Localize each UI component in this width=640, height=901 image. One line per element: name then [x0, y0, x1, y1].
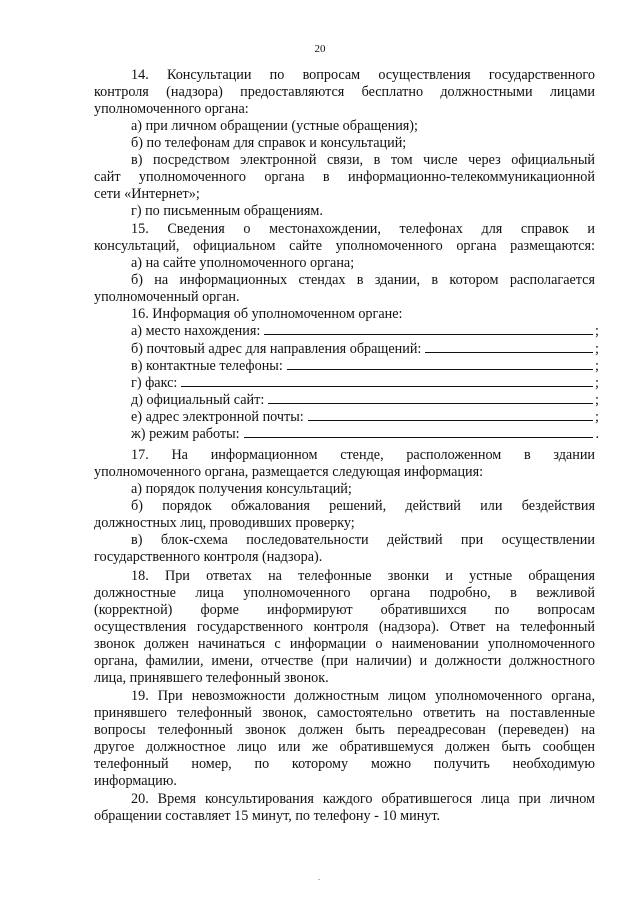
text-line: 18. При ответах на телефонные звонки и устные обращения: [131, 568, 595, 584]
field-label: а) место нахождения:: [131, 323, 261, 339]
text-line: б) на информационных стендах в здании, в котором располагается: [131, 272, 595, 288]
text-line: в) посредством электронной связи, в том числе через официальный: [131, 152, 595, 168]
text-line: государственного контроля (надзора).: [94, 549, 323, 565]
text-line: в) блок-схема последовательности действий при осуществлении: [131, 532, 595, 548]
text-line: а) на сайте уполномоченного органа;: [131, 255, 355, 271]
field-end: ;: [595, 375, 599, 391]
form-field-postal-address: [131, 341, 599, 358]
text-line: а) порядок получения консультаций;: [131, 481, 352, 497]
field-label: б) почтовый адрес для направления обращений:: [131, 341, 422, 357]
text-line: консультаций, официальном сайте уполномоченного органа размещаются:: [94, 238, 595, 254]
text-line: б) по телефонам для справок и консультаций;: [131, 135, 407, 151]
field-end: ;: [595, 409, 599, 425]
text-line: 20. Время консультирования каждого обратившегося лица при личном: [131, 791, 595, 807]
field-label: д) официальный сайт:: [131, 392, 265, 408]
text-line: 14. Консультации по вопросам осуществления государственного: [131, 67, 595, 83]
blank-line: [308, 419, 593, 421]
text-line: другое должностное лицо или же обратившемуся должен быть сообщен: [94, 739, 595, 755]
text-line: (корректной) форме информируют обратившихся по вопросам: [94, 602, 595, 618]
text-line: должностные лица уполномоченного органа подробно, в вежливой: [94, 585, 595, 601]
field-end: ;: [595, 341, 599, 357]
field-end: ;: [595, 358, 599, 374]
text-line: обращении составляет 15 минут, по телефону - 10 минут.: [94, 808, 441, 824]
form-field-schedule: [131, 426, 599, 443]
field-label: в) контактные телефоны:: [131, 358, 283, 374]
field-end: ;: [595, 392, 599, 408]
form-field-website: [131, 392, 599, 409]
text-line: лица, принявшего телефонный звонок.: [94, 670, 329, 686]
text-line: должностных лиц, проводивших проверку;: [94, 515, 355, 531]
text-line: телефонный номер, по которому можно получить необходимую: [94, 756, 595, 772]
text-line: 19. При невозможности должностным лицом уполномоченного органа,: [131, 688, 595, 704]
text-line: осуществления государственного контроля (надзора). Ответ на телефонный: [94, 619, 595, 635]
text-line: информацию.: [94, 773, 177, 789]
text-line: уполномоченного органа, размещается следующая информация:: [94, 464, 484, 480]
scan-speck: [318, 879, 320, 880]
text-line: г) по письменным обращениям.: [131, 203, 323, 219]
text-line: вопросы телефонный звонок должен быть переадресован (переведен) на: [94, 722, 595, 738]
blank-line: [268, 402, 593, 404]
text-line: уполномоченного органа:: [94, 101, 249, 117]
text-line: звонок должен начинаться с информации о наименовании уполномоченного: [94, 636, 595, 652]
text-line: 15. Сведения о местонахождении, телефонах для справок и: [131, 221, 595, 237]
form-field-email: [131, 409, 599, 426]
text-line: принявшего телефонный звонок, самостоятельно ответить на поставленные: [94, 705, 595, 721]
text-line: б) порядок обжалования решений, действий или бездействия: [131, 498, 595, 514]
blank-line: [181, 385, 593, 387]
text-line: сайт уполномоченного органа в информационно-телекоммуникационной: [94, 169, 595, 185]
text-line: 17. На информационном стенде, расположенном в здании: [131, 447, 595, 463]
form-field-fax: [131, 375, 599, 392]
field-end: .: [595, 426, 599, 442]
blank-line: [244, 436, 594, 438]
page-number: 20: [314, 43, 326, 55]
field-label: г) факс:: [131, 375, 178, 391]
blank-line: [264, 333, 593, 335]
field-label: ж) режим работы:: [131, 426, 240, 442]
text-line: сети «Интернет»;: [94, 186, 200, 202]
text-line: 16. Информация об уполномоченном органе:: [131, 306, 403, 322]
blank-line: [287, 368, 593, 370]
blank-line: [425, 351, 593, 353]
form-field-location: [131, 323, 599, 340]
text-line: контроля (надзора) предоставляются бесплатно должностными лицами: [94, 84, 595, 100]
field-label: е) адрес электронной почты:: [131, 409, 304, 425]
form-field-phones: [131, 358, 599, 375]
text-line: уполномоченный орган.: [94, 289, 240, 305]
text-line: органа, фамилии, имени, отчестве (при наличии) и должности должностного: [94, 653, 595, 669]
text-line: а) при личном обращении (устные обращения);: [131, 118, 418, 134]
field-end: ;: [595, 323, 599, 339]
